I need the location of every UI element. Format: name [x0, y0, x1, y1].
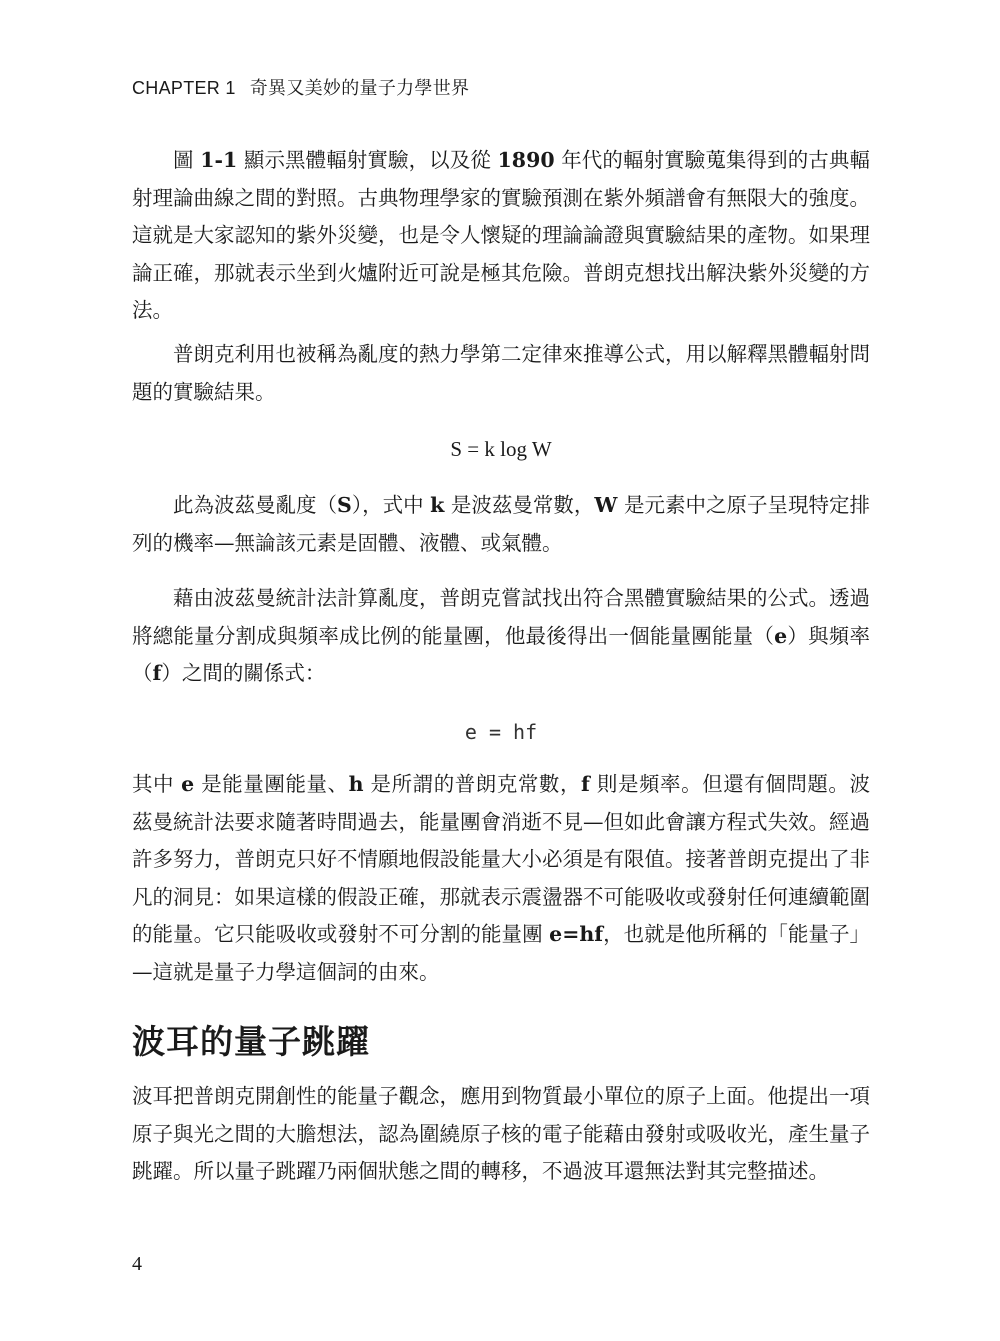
paragraph-boltzmann: 此為波茲曼亂度（S），式中 k 是波茲曼常數，W 是元素中之原子呈現特定排列的機率—無論該元素是固體、液體、或氣體。 — [132, 493, 870, 555]
chapter-title: 奇異又美妙的量子力學世界 — [249, 78, 470, 99]
running-header — [132, 74, 469, 100]
paragraph-bohr: 波耳把普朗克開創性的能量子觀念，應用到物質最小單位的原子上面。他提出一項原子與光之間的大膽想法，認為圍繞原子核的電子能藉由發射或吸收光，產生量子跳躍。所以量子跳躍乃兩個狀態之間的轉移，不過波耳還無法對其完整描述。 — [132, 1084, 870, 1183]
formula-planck-relation: e = hf — [464, 720, 538, 744]
section-heading: 波耳的量子跳躍 — [132, 1022, 370, 1061]
paragraph-entropy: 普朗克利用也被稱為亂度的熱力學第二定律來推導公式，用以解釋黑體輻射問題的實驗結果。 — [132, 342, 870, 404]
formula-boltzmann-entropy: S = k log W — [450, 437, 552, 461]
paragraph-blackbody: 圖 1-1 顯示黑體輻射實驗，以及從 1890 年代的輻射實驗蒐集得到的古典輻射理論曲線之間的對照。古典物理學家的實驗預測在紫外頻譜會有無限大的強度。這就是大家認知的紫外災變，也是令人懷疑的理論論證與實驗結果的產物。如果理論正確，那就表示坐到火爐附近可說是極其危險。普朗克想找出解決紫外災變的方法。 — [132, 148, 870, 322]
page-number: 4 — [132, 1253, 142, 1275]
chapter-label: CHAPTER 1 — [132, 78, 236, 98]
paragraph-energy-quanta: 藉由波茲曼統計法計算亂度，普朗克嘗試找出符合黑體實驗結果的公式。透過將總能量分割成與頻率成比例的能量團，他最後得出一個能量團能量（e）與頻率（f）之間的關係式： — [132, 586, 871, 685]
paragraph-planck-constant: 其中 e 是能量團能量、h 是所謂的普朗克常數，f 則是頻率。但還有個問題。波茲曼統計法要求隨著時間過去，能量團會消逝不見—但如此會讓方程式失效。經過許多努力，普朗克只好不情願地假設能量大小必須是有限值。接著普朗克提出了非凡的洞見：如果這樣的假設正確，那就表示震盪器不可能吸收或發射任何連續範圍的能量。它只能吸收或發射不可分割的能量團 e=hf，也就是他所稱的「能量子」—這就是量子力學這個詞的由來。 — [132, 772, 871, 984]
